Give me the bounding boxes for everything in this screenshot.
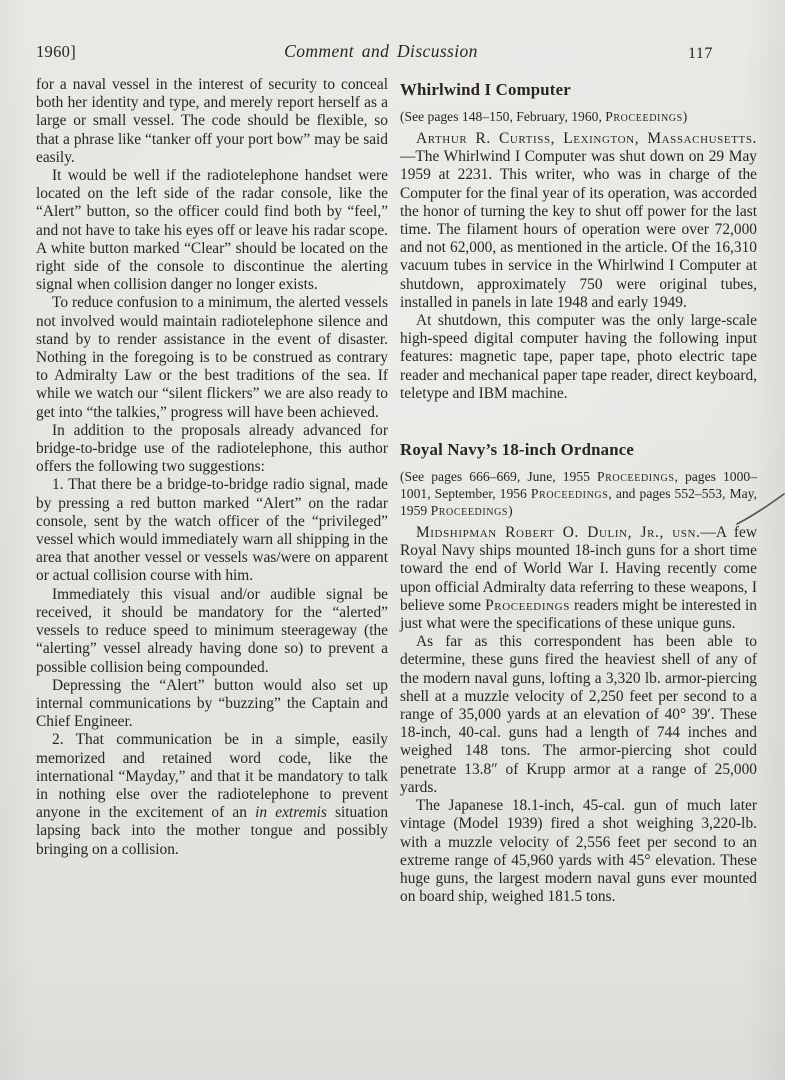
paragraph: for a naval vessel in the interest of security to conceal both her identity and type, and merely report herself as a large or small vessel. The code should be flexible, so that a phrase like “tanker off your port bow” may be said easily. bbox=[36, 76, 388, 166]
section-heading: Whirlwind I Computer bbox=[400, 80, 571, 99]
citation-line: (See pages 666–669, June, 1955 Proceedings, pages 1000–1001, September, 1956 Proceedings, and pages 552–553, May, 1959 Proceedings) bbox=[400, 469, 757, 519]
paragraph: At shutdown, this computer was the only large-scale high-speed digital computer having the following input features: magnetic tape, paper tape, photo electric tape reader and mechanical paper tape reader, direct keyboard, teletype and IBM machine. bbox=[400, 312, 757, 402]
section-royal-navy-ordnance bbox=[400, 440, 757, 906]
left-column bbox=[36, 76, 388, 859]
paragraph: 1. That there be a bridge-to-bridge radio signal, made by pressing a red button marked “Alert” on the radar console, sent by the watch officer of the “privileged” vessel which would immediately warn all shipping in the area that another vessel or vessels was/were on apparent or actual collision course with him. bbox=[36, 476, 388, 585]
paragraph: Depressing the “Alert” button would also set up internal communications by “buzzing” the Captain and Chief Engineer. bbox=[36, 676, 388, 731]
paragraph: In addition to the proposals already advanced for bridge-to-bridge use of the radiotelephone, this author offers the following two suggestions: bbox=[36, 421, 388, 476]
paragraph: To reduce confusion to a minimum, the alerted vessels not involved would maintain radiotelephone silence and stand by to render assistance in the event of disaster. Nothing in the foregoing is to be construed as contrary to Admiralty Law or the best traditions of the sea. If while we watch our “silent flickers” we are also ready to get into “the talkies,” progress will have been achieved. bbox=[36, 294, 388, 421]
section-whirlwind-computer bbox=[400, 80, 757, 403]
paragraph: As far as this correspondent has been able to determine, these guns fired the heaviest shell of any of the modern naval guns, lofting a 3,320 lb. armor-piercing shell at a muzzle velocity of 2,250 feet per second to a range of 35,000 yards at an elevation of 40° 39′. These 18-inch, 40-cal. guns had a length of 744 inches and weighed 148 tons. The armor-piercing shot could penetrate 13.8″ of Krupp armor at a range of 25,000 yards. bbox=[400, 633, 757, 796]
right-column bbox=[400, 76, 757, 906]
paragraph: 2. That communication be in a simple, easily memorized and retained word code, like the international “Mayday,” and that it be mandatory to talk in nothing else over the radiotelephone to prevent anyone in the excitement of an in extremis situation lapsing back into the mother tongue and possibly bringing on a collision. bbox=[36, 731, 389, 858]
page-number: 117 bbox=[688, 45, 713, 62]
header-year: 1960] bbox=[36, 42, 76, 61]
citation-line: (See pages 148–150, February, 1960, Proceedings) bbox=[400, 109, 688, 124]
running-title: Comment and Discussion bbox=[284, 41, 478, 61]
paragraph: Arthur R. Curtiss, Lexington, Massachusetts.—The Whirlwind I Computer was shut down on 29 May 1959 at 2231. This writer, who was in charge of the Computer for the final year of its operation, was accorded the honor of turning the key to shut off power for the last time. The filament hours of operation were over 72,000 and not 62,000, as mentioned in the article. Of the 16,310 vacuum tubes in service in the Whirlwind I Computer at shutdown, approximately 750 were original tubes, installed in panels in late 1948 and early 1949. bbox=[400, 130, 757, 311]
paragraph: It would be well if the radiotelephone handset were located on the left side of the radar console, like the “Alert” button, so the officer could find both by “feel,” and not have to take his eyes off or leave his radar scope. A white button marked “Clear” should be located on the right side of the console to discontinue the alerting signal when collision danger no longer exists. bbox=[36, 167, 388, 294]
paragraph: Immediately this visual and/or audible signal be received, it should be mandatory for the “alerted” vessels to reduce speed to minimum steerageway (the “alerting” vessel already having done so) to prevent a possible collision being compounded. bbox=[36, 585, 388, 676]
paragraph: Midshipman Robert O. Dulin, Jr., usn.—A few Royal Navy ships mounted 18-inch guns for a short time toward the end of World War I. Having recently come upon official Admiralty data referring to these weapons, I believe some Proceedings readers might be interested in just what were the specifications of these unique guns. bbox=[400, 524, 757, 633]
section-heading: Royal Navy’s 18-inch Ordnance bbox=[400, 440, 635, 460]
paragraph: The Japanese 18.1-inch, 45-cal. gun of much later vintage (Model 1939) fired a shot weighing 3,220-lb. with a muzzle velocity of 2,556 feet per second to an extreme range of 45,960 yards with 45° elevation. These huge guns, the largest modern naval guns ever mounted on board ship, weighed 181.5 tons. bbox=[400, 797, 757, 906]
